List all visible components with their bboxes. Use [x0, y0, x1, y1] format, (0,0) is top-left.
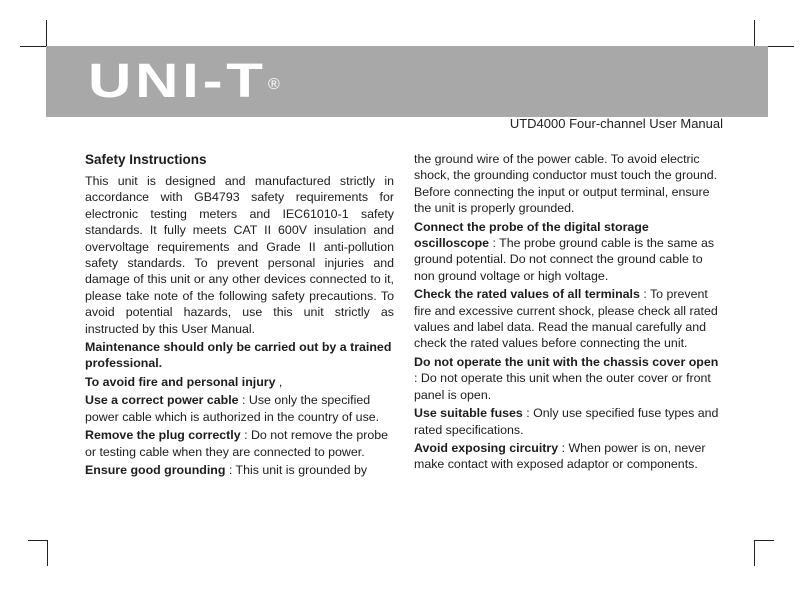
- section-title: Safety Instructions: [85, 152, 207, 167]
- intro-paragraph: This unit is designed and manufactured strictly in accordance with GB4793 safety requirements for electronic testing meters and IEC61010-1 safety standards. It fully meets CAT II 600V insulation and overvoltage requirements and Grade II anti-pollution safety standards. To prevent personal injuries and damage of this unit or any other devices connected to it, please take note of the following safety precautions. To avoid potential hazards, use this unit strictly as instructed by this User Manual.: [85, 174, 394, 336]
- item-sep: :: [240, 428, 251, 443]
- item-sep: :: [489, 236, 500, 251]
- list-item: [85, 427, 394, 460]
- item-text: Only use specified fuse types and rated specifications.: [414, 406, 719, 437]
- item-text: Do not remove the probe or testing cable when they are connected to power.: [85, 428, 389, 459]
- item-title: Check the rated values of all terminals: [414, 287, 640, 302]
- item-title: Avoid exposing circuitry: [414, 440, 559, 455]
- list-item: [414, 354, 720, 403]
- crop-mark: [46, 20, 47, 46]
- crop-mark: [754, 540, 755, 566]
- registered-mark-icon: ®: [268, 76, 280, 93]
- list-item: [85, 392, 394, 425]
- logo-wordmark: UNI-T: [88, 55, 267, 108]
- list-item: [414, 286, 720, 352]
- right-column: [414, 151, 720, 475]
- crop-mark: [754, 540, 774, 541]
- item-text: The probe ground cable is the same as ground potential. Do not connect the ground cable to non ground voltage or high voltage.: [414, 236, 715, 283]
- crop-mark: [28, 540, 48, 541]
- header-banner: [46, 46, 768, 117]
- item-title: Use a correct power cable: [85, 393, 239, 408]
- item-sep: :: [558, 440, 569, 455]
- brand-logo: [88, 55, 267, 108]
- list-item: [414, 405, 720, 438]
- fire-heading-suffix: ,: [275, 374, 283, 389]
- left-column: [85, 151, 394, 480]
- item-text: To prevent fire and excessive current shock, please check all rated values and label data. Read the manual carefully and check the rated values before connecting the unit.: [414, 287, 718, 351]
- item-sep: :: [414, 371, 421, 386]
- item-sep: :: [225, 462, 236, 477]
- item-title: Use suitable fuses: [414, 406, 523, 421]
- maintenance-note: [85, 339, 394, 372]
- crop-mark: [20, 46, 46, 47]
- list-item: [414, 219, 720, 285]
- fire-heading: [85, 374, 394, 390]
- crop-mark: [768, 46, 794, 47]
- list-item: [85, 462, 394, 478]
- fire-heading-text: To avoid fire and personal injury: [85, 374, 276, 389]
- item-title: Do not operate the unit with the chassis cover open: [414, 354, 719, 369]
- maintenance-text: Maintenance should only be carried out by a trained professional.: [85, 340, 392, 371]
- item-sep: :: [639, 287, 650, 302]
- continuation-paragraph: the ground wire of the power cable. To avoid electric shock, the grounding conductor must touch the ground. Before connecting the input or output terminal, ensure the unit is properly grounded.: [414, 152, 718, 216]
- item-title: Ensure good grounding: [85, 462, 226, 477]
- list-item: [414, 440, 720, 473]
- item-sep: :: [238, 393, 249, 408]
- item-title: Remove the plug correctly: [85, 428, 241, 443]
- item-text: When power is on, never make contact with exposed adaptor or components.: [414, 440, 706, 472]
- manual-title: UTD4000 Four-channel User Manual: [509, 116, 723, 131]
- crop-mark: [754, 20, 755, 46]
- item-text: Use only the specified power cable which is authorized in the country of use.: [85, 393, 380, 424]
- item-sep: :: [522, 406, 534, 421]
- item-title: Connect the probe of the digital storage oscilloscope: [414, 219, 649, 251]
- item-text: This unit is grounded by: [235, 462, 368, 477]
- crop-mark: [47, 540, 48, 566]
- item-text: Do not operate this unit when the outer cover or front panel is open.: [414, 371, 711, 402]
